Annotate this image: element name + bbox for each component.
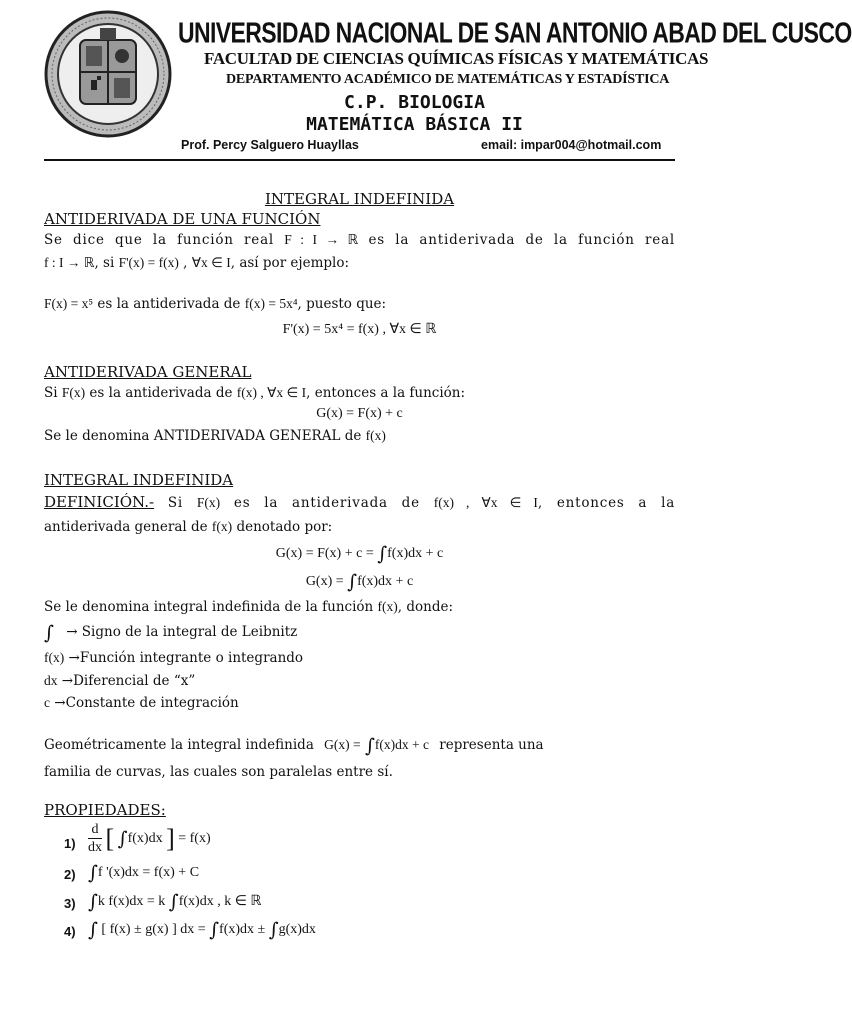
example-line: F(x) = x⁵ es la antiderivada de f(x) = 5x⁴, puesto que:: [44, 296, 387, 312]
property-4: ∫ [ f(x) ± g(x) ] dx = ∫f(x)dx ± ∫g(x)dx: [88, 919, 316, 941]
paragraph-line: Se dice que la función real F : I → ℝ es la antiderivada de la función real: [44, 232, 676, 248]
section-heading-antiderivada-general: ANTIDERIVADA GENERAL: [44, 363, 252, 381]
paragraph-line: DEFINICIÓN.- Si F(x) es la antiderivada de f(x) , ∀x ∈ I, entonces a la: [44, 493, 676, 511]
property-number: 1): [64, 836, 76, 851]
document-title: INTEGRAL INDEFINIDA: [264, 190, 455, 208]
professor-name: Prof. Percy Salguero Huayllas: [181, 138, 359, 152]
paragraph-line: Se le denomina ANTIDERIVADA GENERAL de f(x): [44, 428, 386, 444]
integral-sign: ∫: [168, 891, 179, 913]
course-name: MATEMÁTICA BÁSICA II: [306, 114, 523, 135]
section-heading-propiedades: PROPIEDADES:: [44, 801, 166, 819]
program-name: C.P. BIOLOGIA: [344, 92, 485, 113]
paragraph-line: Se le denomina integral indefinida de la función f(x), donde:: [44, 599, 454, 615]
list-item: dx →Diferencial de “x”: [44, 673, 196, 689]
integral-sign: ∫: [377, 543, 388, 565]
integral-sign: ∫: [44, 622, 54, 644]
integral-sign: ∫: [347, 571, 358, 593]
list-item: ∫ → Signo de la integral de Leibnitz: [44, 622, 298, 644]
property-number: 4): [64, 924, 76, 939]
integral-sign: ∫: [117, 828, 128, 851]
paragraph-line: f : I → ℝ, si F'(x) = f(x) , ∀x ∈ I, así por ejemplo:: [44, 255, 350, 271]
integral-equation-1: G(x) = F(x) + c = ∫f(x)dx + c: [275, 543, 444, 565]
department-name: DEPARTAMENTO ACADÉMICO DE MATEMÁTICAS Y ESTADÍSTICA: [226, 72, 670, 87]
professor-email: email: impar004@hotmail.com: [481, 138, 662, 152]
property-3: ∫k f(x)dx = k ∫f(x)dx , k ∈ ℝ: [88, 891, 262, 913]
integral-sign: ∫: [364, 735, 375, 757]
property-number: 3): [64, 896, 76, 911]
header-divider: [44, 159, 675, 161]
integral-sign: ∫: [209, 919, 220, 941]
paragraph-line: Geométricamente la integral indefinida G(x) = ∫f(x)dx + c representa una: [44, 735, 544, 757]
example-equation: F'(x) = 5x⁴ = f(x) , ∀x ∈ ℝ: [282, 322, 437, 337]
paragraph-line: Si F(x) es la antiderivada de f(x) , ∀x ∈ I, entonces a la función:: [44, 385, 466, 401]
definition-label: DEFINICIÓN.-: [44, 493, 155, 511]
paragraph-line: antiderivada general de f(x) denotado por:: [44, 519, 333, 535]
integral-sign: ∫: [88, 891, 98, 913]
integral-sign: ∫: [88, 862, 98, 884]
university-name: UNIVERSIDAD NACIONAL DE SAN ANTONIO ABAD DEL CUSCO: [178, 16, 852, 49]
section-heading-integral: INTEGRAL INDEFINIDA: [44, 471, 234, 489]
integral-sign: ∫: [268, 919, 279, 941]
property-2: ∫f '(x)dx = f(x) + C: [88, 862, 200, 884]
list-item: f(x) →Función integrante o integrando: [44, 650, 304, 666]
list-item: c →Constante de integración: [44, 695, 239, 711]
paragraph-line: familia de curvas, las cuales son paralelas entre sí.: [44, 764, 393, 780]
faculty-name: FACULTAD DE CIENCIAS QUÍMICAS FÍSICAS Y MATEMÁTICAS: [204, 49, 709, 68]
integral-sign: ∫: [88, 919, 98, 941]
integral-equation-2: G(x) = ∫f(x)dx + c: [305, 571, 414, 593]
property-1: $\frac{d}{dx}$ [ ∫f(x)dx ] = f(x): [88, 822, 211, 855]
property-number: 2): [64, 867, 76, 882]
section-heading-antiderivada: ANTIDERIVADA DE UNA FUNCIÓN: [44, 210, 321, 228]
general-equation: G(x) = F(x) + c: [316, 406, 403, 421]
